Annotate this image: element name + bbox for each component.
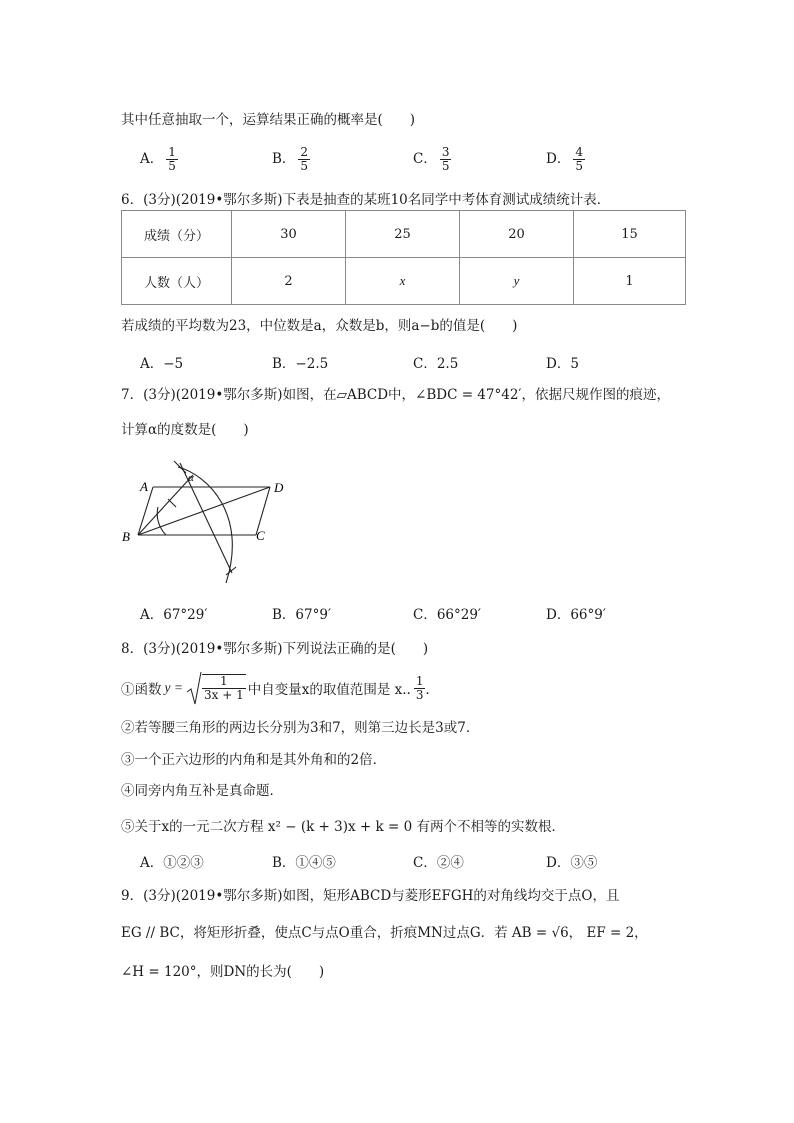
question-text: 若成绩的平均数为23，中位数是a，众数是b，则a−b的值是( ) [121,318,518,334]
table-cell: 成绩（分） [122,211,232,258]
option-b: B．67°9′ [272,607,332,623]
option-d: D．66°9′ [546,607,606,623]
option-d: D． $\frac{4}{5}$ [546,145,583,173]
question-stem: 7．(3分)(2019•鄂尔多斯)如图，在▱ABCD中，∠BDC = 47°42′，依据尺规作图的痕迹， [121,387,670,403]
option-b: B． $\frac{2}{5}$ [272,145,309,173]
option-a: A．67°29′ [140,607,208,623]
parallelogram-figure [118,455,298,590]
table-cell: y [460,258,574,305]
table-row [122,258,686,305]
table-cell: 1 [574,258,686,305]
table-cell: 15 [574,211,686,258]
option-a: A．①②③ [140,855,204,871]
vertex-label: B [122,529,130,544]
question-text: 其中任意抽取一个，运算结果正确的概率是( ) [121,112,416,128]
option-d: D．5 [546,356,579,372]
vertex-label: D [274,480,284,495]
angle-label: α [188,472,194,484]
table-cell: 2 [232,258,346,305]
option-b: B．①④⑤ [272,855,336,871]
option-c: C． $\frac{3}{5}$ [413,145,450,173]
sqrt-expression: $\frac{1}{3x + 1}$ [186,670,246,706]
statement-5: ⑤关于x的一元二次方程 x² − (k + 3)x + k = 0 有两个不相等的实数根． [121,819,565,835]
statement-4: ④同旁内角互补是真命题． [121,783,283,799]
option-d: D．③⑤ [546,855,598,871]
question-text: EG // BC，将矩形折叠，使点C与点O重合，折痕MN过点G．若 AB = √6， EF = 2， [121,925,648,941]
table-cell: 25 [346,211,460,258]
score-table [121,210,686,305]
option-a: A． $\frac{1}{5}$ [140,145,176,173]
option-a: A．−5 [140,356,184,372]
option-c: C．66°29′ [413,607,482,623]
statement-1: ①函数 y = $\frac{1}{3x + 1}$ 中自变量x的取值范围是 x.. $\frac{1}{3}$ ． [121,670,439,706]
vertex-label: A [140,479,148,494]
vertex-label: C [256,528,265,543]
question-stem: 8．(3分)(2019•鄂尔多斯)下列说法正确的是( ) [121,641,429,657]
table-cell: 20 [460,211,574,258]
table-row [122,211,686,258]
table-cell: x [346,258,460,305]
question-text: ∠H = 120°，则DN的长为( ) [121,964,325,980]
option-c: C．②④ [413,855,464,871]
table-cell: 30 [232,211,346,258]
question-stem: 9．(3分)(2019•鄂尔多斯)如图，矩形ABCD与菱形EFGH的对角线均交于点O，且 [121,888,620,904]
table-cell: 人数（人） [122,258,232,305]
option-b: B．−2.5 [272,356,329,372]
question-text: 计算α的度数是( ) [121,422,249,438]
question-stem: 6．(3分)(2019•鄂尔多斯)下表是抽查的某班10名同学中考体育测试成绩统计表． [121,192,611,208]
statement-3: ③一个正六边形的内角和是其外角和的2倍． [121,752,387,768]
option-c: C．2.5 [413,356,459,372]
statement-2: ②若等腰三角形的两边长分别为3和7，则第三边长是3或7． [121,720,480,736]
